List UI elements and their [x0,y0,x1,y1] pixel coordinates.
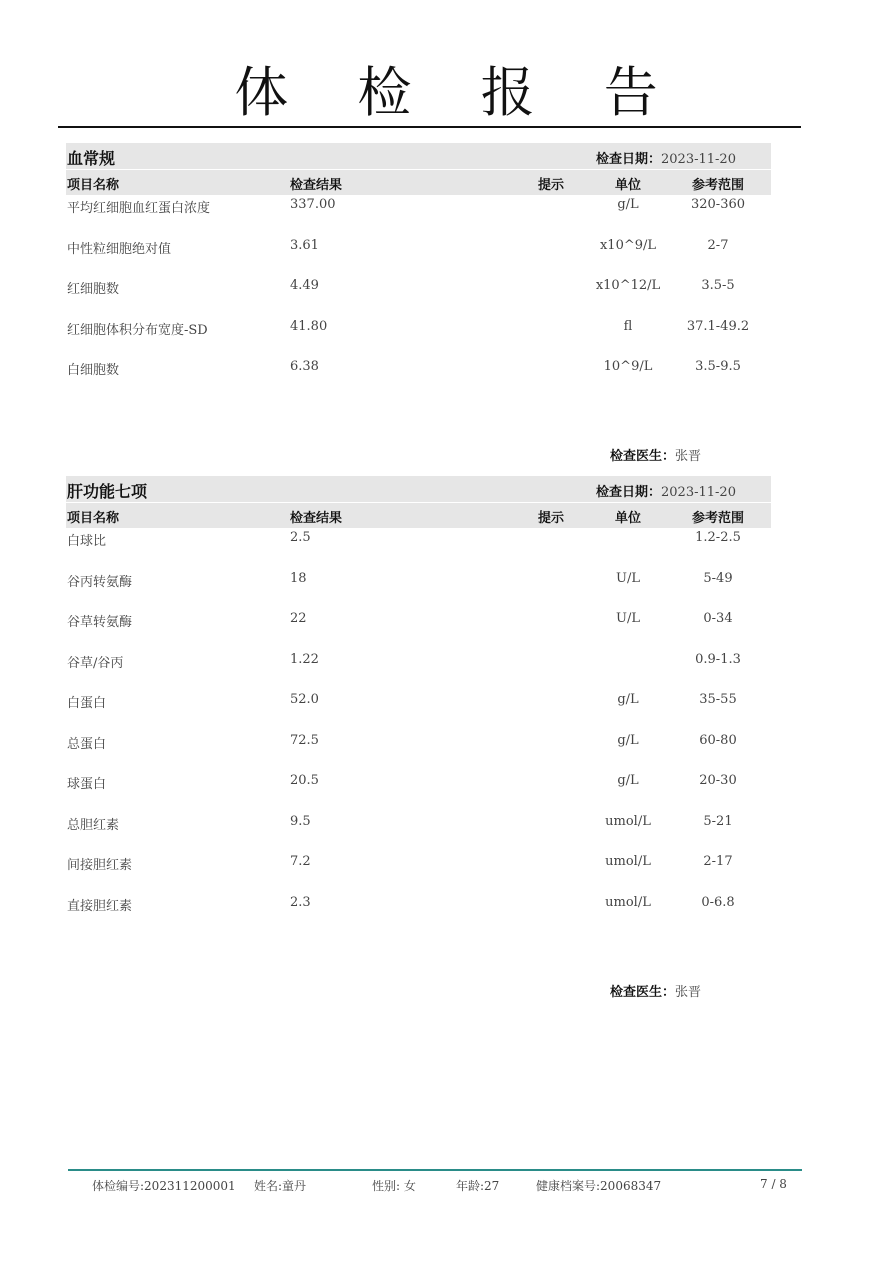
table-row [66,276,771,317]
cell-range: 0-6.8 [701,894,735,910]
page-number: 7 / 8 [760,1177,787,1191]
col-hint: 提示 [538,178,565,193]
cell-range: 3.5-5 [701,278,735,293]
cell-item-name: 谷草/谷丙 [67,655,124,671]
table-row [66,731,771,772]
footer-record-no: 健康档案号:20068347 [536,1179,662,1193]
table-row [66,569,771,610]
cell-result: 7.2 [290,854,311,869]
table-row [66,609,771,650]
cell-unit: 10^9/L [603,359,653,374]
cell-range: 0-34 [703,611,733,626]
col-item-name: 项目名称 [67,178,120,193]
cell-unit: fl [623,318,633,334]
section-title: 血常规 [67,149,116,168]
footer-age: 年龄:27 [456,1179,500,1193]
page-title: 体 检 报 告 [234,61,684,124]
section-blood-routine [66,143,771,398]
table-row [66,650,771,691]
cell-unit: U/L [616,611,640,626]
table-row [66,852,771,893]
cell-item-name: 总蛋白 [67,736,107,752]
footer-divider [68,1169,802,1171]
cell-range: 5-49 [703,570,733,586]
cell-unit: g/L [617,692,639,707]
cell-result: 72.5 [290,732,319,748]
cell-item-name: 白球比 [67,534,107,549]
section-header [66,143,771,169]
table-row [66,812,771,853]
cell-item-name: 间接胆红素 [67,858,133,873]
cell-item-name: 红细胞数 [67,282,120,297]
exam-date-label: 检查日期： [596,152,662,167]
footer-exam-no: 体检编号:202311200001 [92,1179,236,1193]
table-row [66,317,771,358]
cell-unit: g/L [617,773,639,788]
section-title: 肝功能七项 [67,482,148,501]
col-result: 检查结果 [290,178,343,193]
cell-item-name: 中性粒细胞绝对值 [67,241,172,257]
cell-result: 337.00 [290,197,336,212]
exam-date-value: 2023-11-20 [661,485,736,500]
cell-result: 22 [290,611,307,626]
col-range: 参考范围 [691,178,744,193]
table-row [66,690,771,731]
column-header-row [66,502,771,528]
cell-result: 52.0 [290,692,319,707]
title-divider [58,126,801,128]
cell-range: 2-7 [707,237,729,253]
cell-item-name: 球蛋白 [67,777,107,792]
cell-range: 60-80 [699,732,737,748]
cell-result: 1.22 [290,651,319,667]
cell-range: 320-360 [690,197,746,212]
cell-result: 9.5 [290,813,311,829]
footer-patient-name: 姓名:童丹 [254,1179,307,1193]
doctor-label: 检查医生： [610,985,676,1000]
cell-item-name: 白细胞数 [67,363,120,378]
cell-unit: umol/L [605,813,651,829]
cell-item-name: 谷草转氨酶 [67,615,133,630]
exam-date-value: 2023-11-20 [661,152,736,167]
table-row [66,528,771,569]
exam-date [596,481,736,500]
cell-unit: U/L [616,570,640,586]
cell-unit: g/L [617,732,639,748]
cell-unit: g/L [617,197,639,212]
col-item-name: 项目名称 [67,511,120,526]
cell-unit: umol/L [605,894,651,910]
cell-result: 6.38 [290,359,319,374]
cell-item-name: 白蛋白 [67,696,107,711]
table-row [66,771,771,812]
cell-result: 3.61 [290,237,319,253]
col-hint: 提示 [538,511,565,526]
doctor-label: 检查医生： [610,449,676,464]
column-header-row [66,169,771,195]
cell-item-name: 红细胞体积分布宽度-SD [67,322,208,338]
cell-result: 4.49 [290,278,319,293]
section-liver-function [66,476,771,933]
cell-range: 0.9-1.3 [695,651,741,667]
col-unit: 单位 [614,511,641,526]
table-row [66,195,771,236]
table-row [66,236,771,277]
cell-range: 2-17 [703,854,733,869]
col-range: 参考范围 [691,511,744,526]
cell-item-name: 平均红细胞血红蛋白浓度 [67,201,211,216]
doctor-signature [610,445,701,464]
cell-range: 35-55 [699,692,737,707]
table-row [66,357,771,398]
doctor-name: 张晋 [675,985,702,1000]
table-body [66,528,771,933]
cell-unit: x10^12/L [595,278,661,293]
exam-date [596,148,736,167]
cell-result: 2.5 [290,530,311,545]
cell-unit: x10^9/L [599,237,657,253]
footer-gender: 性别: 女 [372,1179,416,1193]
doctor-signature [610,981,701,1000]
cell-result: 20.5 [290,773,319,788]
cell-result: 2.3 [290,894,311,910]
cell-range: 5-21 [703,813,733,829]
cell-range: 20-30 [699,773,737,788]
cell-result: 18 [290,570,307,586]
section-header [66,476,771,502]
cell-range: 3.5-9.5 [695,359,741,374]
cell-unit: umol/L [605,854,651,869]
table-body [66,195,771,398]
cell-item-name: 直接胆红素 [67,898,133,914]
doctor-name: 张晋 [675,449,702,464]
exam-date-label: 检查日期： [596,485,662,500]
col-result: 检查结果 [290,511,343,526]
cell-item-name: 谷丙转氨酶 [67,574,133,590]
cell-item-name: 总胆红素 [67,817,120,833]
cell-result: 41.80 [290,318,328,334]
col-unit: 单位 [614,178,641,193]
cell-range: 1.2-2.5 [695,530,741,545]
table-row [66,893,771,934]
cell-range: 37.1-49.2 [686,318,750,334]
